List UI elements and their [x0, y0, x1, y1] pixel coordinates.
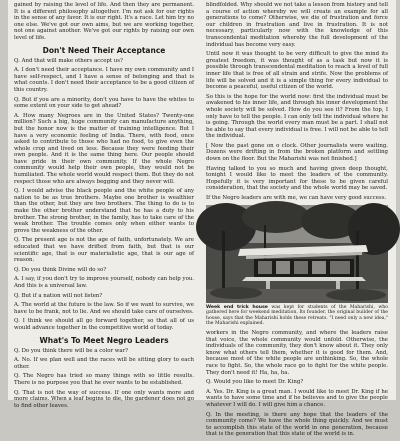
body-paragraph: A. How many Negroes are in the United States? Twenty-one million? Such a big, huge community can manufacture anything, but the honor now is the matter of training intelligence. But I have a very economic feeling of India. There, with food, once asked to contribute to those who had no food, to give even the whole crop and lived on less. Because they were feeding their own people. And it is the same thing here. Our people should have pride in their own community. If the whole Negro community would help their own people, they would not be humiliated. The whole world would respect them. But they do not respect those who are always begging and they never will.: [14, 112, 194, 185]
section-heading: What's To Meet Negro Leaders: [39, 335, 169, 345]
body-paragraph: Q. And that will make others accept us?: [14, 57, 123, 64]
right-column: [206, 2, 388, 441]
body-paragraph: Q. But if you are a minority, don't you have to have the whites to some extent on your side to get ahead?: [14, 96, 194, 110]
body-paragraph: Q. The Negro has tried so many things with so little results. There is no purpose you that he ever wants to be established.: [14, 373, 194, 386]
body-paragraph: Q. I would advise the black people and the white people of any nation to be as true brothers. Maybe one brother is wealthier than the other, but they are two brothers. The thing to do is to make the other brother understand that he has a duty to his brother. The strong brother, in the family, has to take care of the weak brother. The trouble comes only when either wants to prove the weakness of the other.: [14, 188, 194, 234]
body-paragraph: gained by raising the level of life. And then they are permanent. It is a different philosophy altogether. I'm not ask for our rights in the sense of any favor. It is our right. It's a race. Let him try no one else. We've got our own aims, but we are working together, not one against another. We've got our rights by raising our own level of life.: [14, 2, 194, 41]
body-paragraph: workers in the Negro community, and where the leaders raise that voice, the whole community would unfold. Otherwise, the individuals of the community, they don't know about it. They only know what others tell them, whether it is good for them. And, because most of the white people are unthinking. So, the whole race to fight. So, the whole race go to fight for the white people. They don't need it! Ha, ha, ha.: [206, 330, 388, 376]
body-paragraph: Q. Would you like to meet Dr. King?: [206, 379, 304, 386]
body-paragraph: A. No. If we plan well and the races will be sitting glory to each other.: [14, 357, 194, 370]
caption-text: was kept for students of the Maharishi, who gathered here for weekend meditation. Its founder, the original builder of the house, says that the Maharishi holds these retreats. "I need only a new idea," the Maharishi explained.: [206, 304, 388, 327]
body-paragraph: Q. That is not the way of success. If one only wants more and more claims. When a leaf begins to die, the gardener does not go to find other leaves.: [14, 389, 194, 409]
body-paragraph: Q. In the meeting, is there any hope that the leaders of the community come? We have the whole thing quickly. And we must to accomplish this state of the world in one generation, because that is the generation that this state of the world is in.: [206, 411, 388, 438]
house-photo: [206, 205, 388, 303]
body-paragraph: Having talked to you so much and having given deep thought, tonight I would like to meet the leaders of the community. Hopefully it is very important for these to be given careful consideration, that the society and the whole world may be saved.: [206, 165, 388, 192]
body-paragraph: [ Now the past gone on o clock. Other journalists were waiting. Dozens were drifting in from the broken platform and settling down on the floor. But the Maharishi was not finished.]: [206, 142, 388, 163]
section-heading: Don't Need Their Acceptance: [42, 45, 166, 55]
body-paragraph: Q. But if a nation will not listen?: [14, 292, 103, 299]
body-paragraph: A. Yes. Dr. King is a great man. I would like to meet Dr. King if he wants to have some time and if he believes and to give the people whatever I will do. I will give him a chance.: [206, 388, 388, 408]
body-paragraph: blindfolded. Why should we not take a lesson from history and tell a course of action whereby we will create an example for all generations to come? Otherwise, we die of frustration and force our children in frustration and live in frustration. It is not necessary, particularly now with the knowledge of this transcendental meditation whereby the full development of the individual has become very easy.: [206, 2, 388, 48]
body-paragraph: A. I don't need their acceptance. I have my own community and I have self-respect, and I have a sense of belonging and that is what counts. I don't need their acceptance to be a good citizen of this country.: [14, 67, 194, 93]
body-paragraph: So this is the hope for the world now: first the individual must be awakened to his inner life, and through his inner development the whole society will be solved. How do you see it? From the top, I only have to tell the people. I can only tell the individual where he is going. Through the world every man must be a part. I shall not be able to say that every individual is free. I will not be able to tell the individual.: [206, 93, 388, 140]
caption-lead: Week end trick house: [206, 304, 268, 310]
body-paragraph: Until now it was thought to be very difficult to give the mind its greatest freedom, it was thought of as a task but now it is possible through transcendental meditation to reach a level of full inner life that is free of all strain and strife. Now the problems of life will be solved and it is a simple thing for every individual to become a peaceful, useful citizen of the world.: [206, 51, 388, 91]
body-paragraph: Q. The present age is not the age of faith, unfortunately. We are educated that we have drifted from faith, but that is our scientific age, that is our materialistic age, that is our age of reason.: [14, 237, 194, 264]
body-paragraph: Q. Do you think there will be a color war?: [14, 347, 129, 354]
body-paragraph: A. The world at the future is the law. So if we want to survive, we have to be frank, not to lie. And we should take care of ourselves.: [14, 302, 194, 315]
magazine-page: [8, 0, 396, 438]
body-paragraph: Q. Do you think Divine will do so?: [14, 266, 107, 273]
body-paragraph: A. I say, if you don't try to improve yourself, nobody can help you. And this is a universal law.: [14, 276, 194, 289]
body-paragraph: If the Negro leaders are with me, we can have very good success.: [206, 195, 387, 202]
house-photo-illustration: [206, 205, 388, 303]
left-column: [14, 2, 194, 412]
body-paragraph: Q. I think we should all go forward together, so that all of us would advance together in the competitive world of today.: [14, 318, 194, 331]
photo-caption: [206, 305, 388, 327]
